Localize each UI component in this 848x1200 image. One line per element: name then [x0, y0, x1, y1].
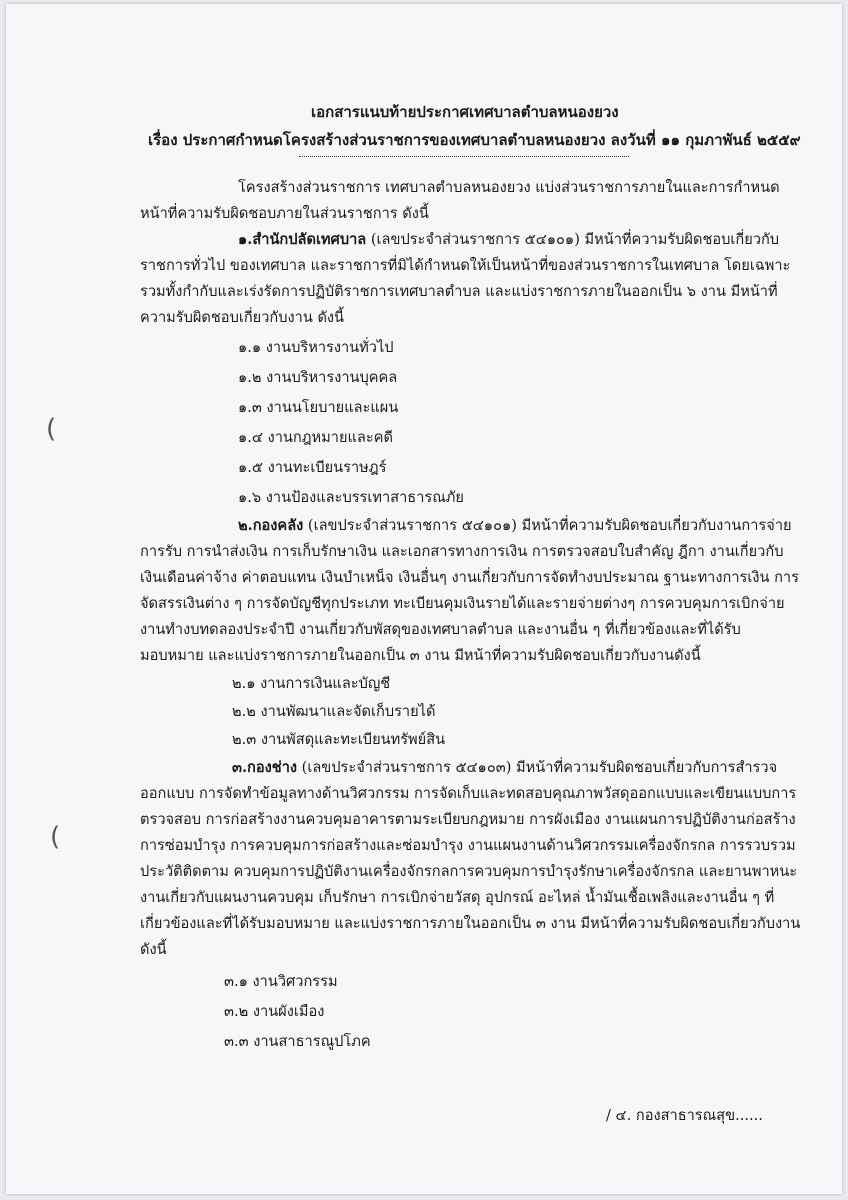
- section-1-line: ความรับผิดชอบเกี่ยวกับงาน ดังนี้: [140, 309, 345, 326]
- section-1-item: ๑.๕ งานทะเบียนราษฎร์: [238, 459, 387, 476]
- header-line-1: เอกสารแนบท้ายประกาศเทศบาลตำบลหนองยวง: [311, 103, 619, 121]
- section-2-line: งานทำงบทดลองประจำปี งานเกี่ยวกับพัสดุของเทศบาลตำบล และงานอื่น ๆ ที่เกี่ยวข้องและที่ได้รับ: [140, 621, 741, 638]
- section-2-line: การรับ การนำส่งเงิน การเก็บรักษาเงิน และเอกสารทางการเงิน การตรวจสอบใบสำคัญ ฎีกา งานเกี่ยวกับ: [140, 543, 784, 560]
- section-3-line: ดังนี้: [140, 941, 167, 958]
- section-2-first-line: [238, 514, 792, 537]
- section-2-line: จัดสรรเงินต่าง ๆ การจัดบัญชีทุกประเภท ทะเบียนคุมเงินรายได้และรายจ่ายต่างๆ การควบคุมการเบิกจ่าย: [140, 595, 785, 612]
- section-2-first-rest: (เลขประจำส่วนราชการ ๕๔๑๐๑) มีหน้าที่ความรับผิดชอบเกี่ยวกับงานการจ่าย: [303, 517, 792, 534]
- section-3-first-rest: (เลขประจำส่วนราชการ ๕๔๑๐๓) มีหน้าที่ความรับผิดชอบเกี่ยวกับการสำรวจ: [297, 759, 778, 776]
- section-3-item: ๓.๒ งานผังเมือง: [224, 1003, 325, 1020]
- section-3-line: ประวัติติดตาม ควบคุมการปฏิบัติงานเครื่องจักรกลการควบคุมการบำรุงรักษาเครื่องจักรกล และยานพาหนะ: [140, 863, 798, 880]
- section-1-first-rest: (เลขประจำส่วนราชการ ๕๔๑๐๑) มีหน้าที่ความรับผิดชอบเกี่ยวกับ: [366, 231, 780, 248]
- section-1-item: ๑.๑ งานบริหารงานทั่วไป: [238, 339, 394, 356]
- scan-margin-mark: (: [50, 822, 61, 852]
- section-3-item: ๓.๑ งานวิศวกรรม: [224, 973, 338, 990]
- section-2-item: ๒.๓ งานพัสดุและทะเบียนทรัพย์สิน: [232, 731, 446, 748]
- section-3-line: ตรวจสอบ การก่อสร้างงานควบคุมอาคารตามระเบียบกฎหมาย การผังเมือง งานแผนการปฏิบัติงานก่อสร้าง: [140, 811, 796, 828]
- section-3-line: งานเกี่ยวกับแผนงานควบคุม เก็บรักษา การเบิกจ่ายวัสดุ อุปกรณ์ อะไหล่ น้ำมันเชื้อเพลิงและงานอื่น ๆ ที่: [140, 889, 775, 906]
- section-1-item: ๑.๔ งานกฎหมายและคดี: [238, 429, 393, 446]
- section-3-line: ออกแบบ การจัดทำข้อมูลทางด้านวิศวกรรม การจัดเก็บและทดสอบคุณภาพวัสดุออกแบบและเขียนแบบการ: [140, 785, 797, 802]
- section-1-line: ราชการทั่วไป ของเทศบาล และราชการที่มิได้กำหนดให้เป็นหน้าที่ของส่วนราชการในเทศบาล โดยเฉพาะ: [140, 257, 791, 274]
- section-3-line: การซ่อมบำรุง การควบคุมการก่อสร้างและซ่อมบำรุง งานแผนงานด้านวิศวกรรมเครื่องจักรกล การรวบรวม: [140, 837, 796, 854]
- section-3-heading: ๓.กองช่าง: [232, 759, 298, 776]
- document-page: [6, 4, 842, 1194]
- section-1-item: ๑.๒ งานบริหารงานบุคคล: [238, 369, 398, 386]
- section-1-first-line: [238, 228, 779, 251]
- intro-line-2: หน้าที่ความรับผิดชอบภายในส่วนราชการ ดังนี้: [140, 205, 429, 222]
- next-page-reference: / ๔. กองสาธารณสุข......: [606, 1107, 763, 1124]
- section-1-heading: ๑.สำนักปลัดเทศบาล: [238, 231, 367, 248]
- section-3-first-line: [232, 756, 777, 779]
- section-2-line: มอบหมาย และแบ่งราชการภายในออกเป็น ๓ งาน มีหน้าที่ความรับผิดชอบเกี่ยวกับงานดังนี้: [140, 647, 701, 664]
- section-3-line: เกี่ยวข้องและที่ได้รับมอบหมาย และแบ่งราชการภายในออกเป็น ๓ งาน มีหน้าที่ความรับผิดชอบเกี่ยวกับงาน: [140, 915, 801, 932]
- header-divider: [299, 156, 629, 157]
- section-2-line: เงินเดือนค่าจ้าง ค่าตอบแทน เงินบำเหน็จ เงินอื่นๆ งานเกี่ยวกับการจัดทำงบประมาณ ฐานะทางการเงิน การ: [140, 569, 799, 586]
- section-2-heading: ๒.กองคลัง: [238, 517, 304, 534]
- scan-margin-mark: (: [46, 414, 57, 444]
- header-line-2: เรื่อง ประกาศกำหนดโครงสร้างส่วนราชการของเทศบาลตำบลหนองยวง ลงวันที่ ๑๑ กุมภาพันธ์ ๒๕๕๙: [148, 131, 801, 149]
- section-1-item: ๑.๖ งานป้องและบรรเทาสาธารณภัย: [238, 489, 464, 506]
- section-1-item: ๑.๓ งานนโยบายและแผน: [238, 399, 399, 416]
- section-2-item: ๒.๒ งานพัฒนาและจัดเก็บรายได้: [232, 703, 436, 720]
- section-1-line: รวมทั้งกำกับและเร่งรัดการปฏิบัติราชการเทศบาลตำบล และแบ่งราชการภายในออกเป็น ๖ งาน มีหน้าที่: [140, 283, 778, 300]
- section-3-item: ๓.๓ งานสาธารณูปโภค: [224, 1033, 371, 1050]
- intro-line-1: โครงสร้างส่วนราชการ เทศบาลตำบลหนองยวง แบ่งส่วนราชการภายในและการกำหนด: [238, 179, 780, 196]
- section-2-item: ๒.๑ งานการเงินและบัญชี: [232, 675, 391, 692]
